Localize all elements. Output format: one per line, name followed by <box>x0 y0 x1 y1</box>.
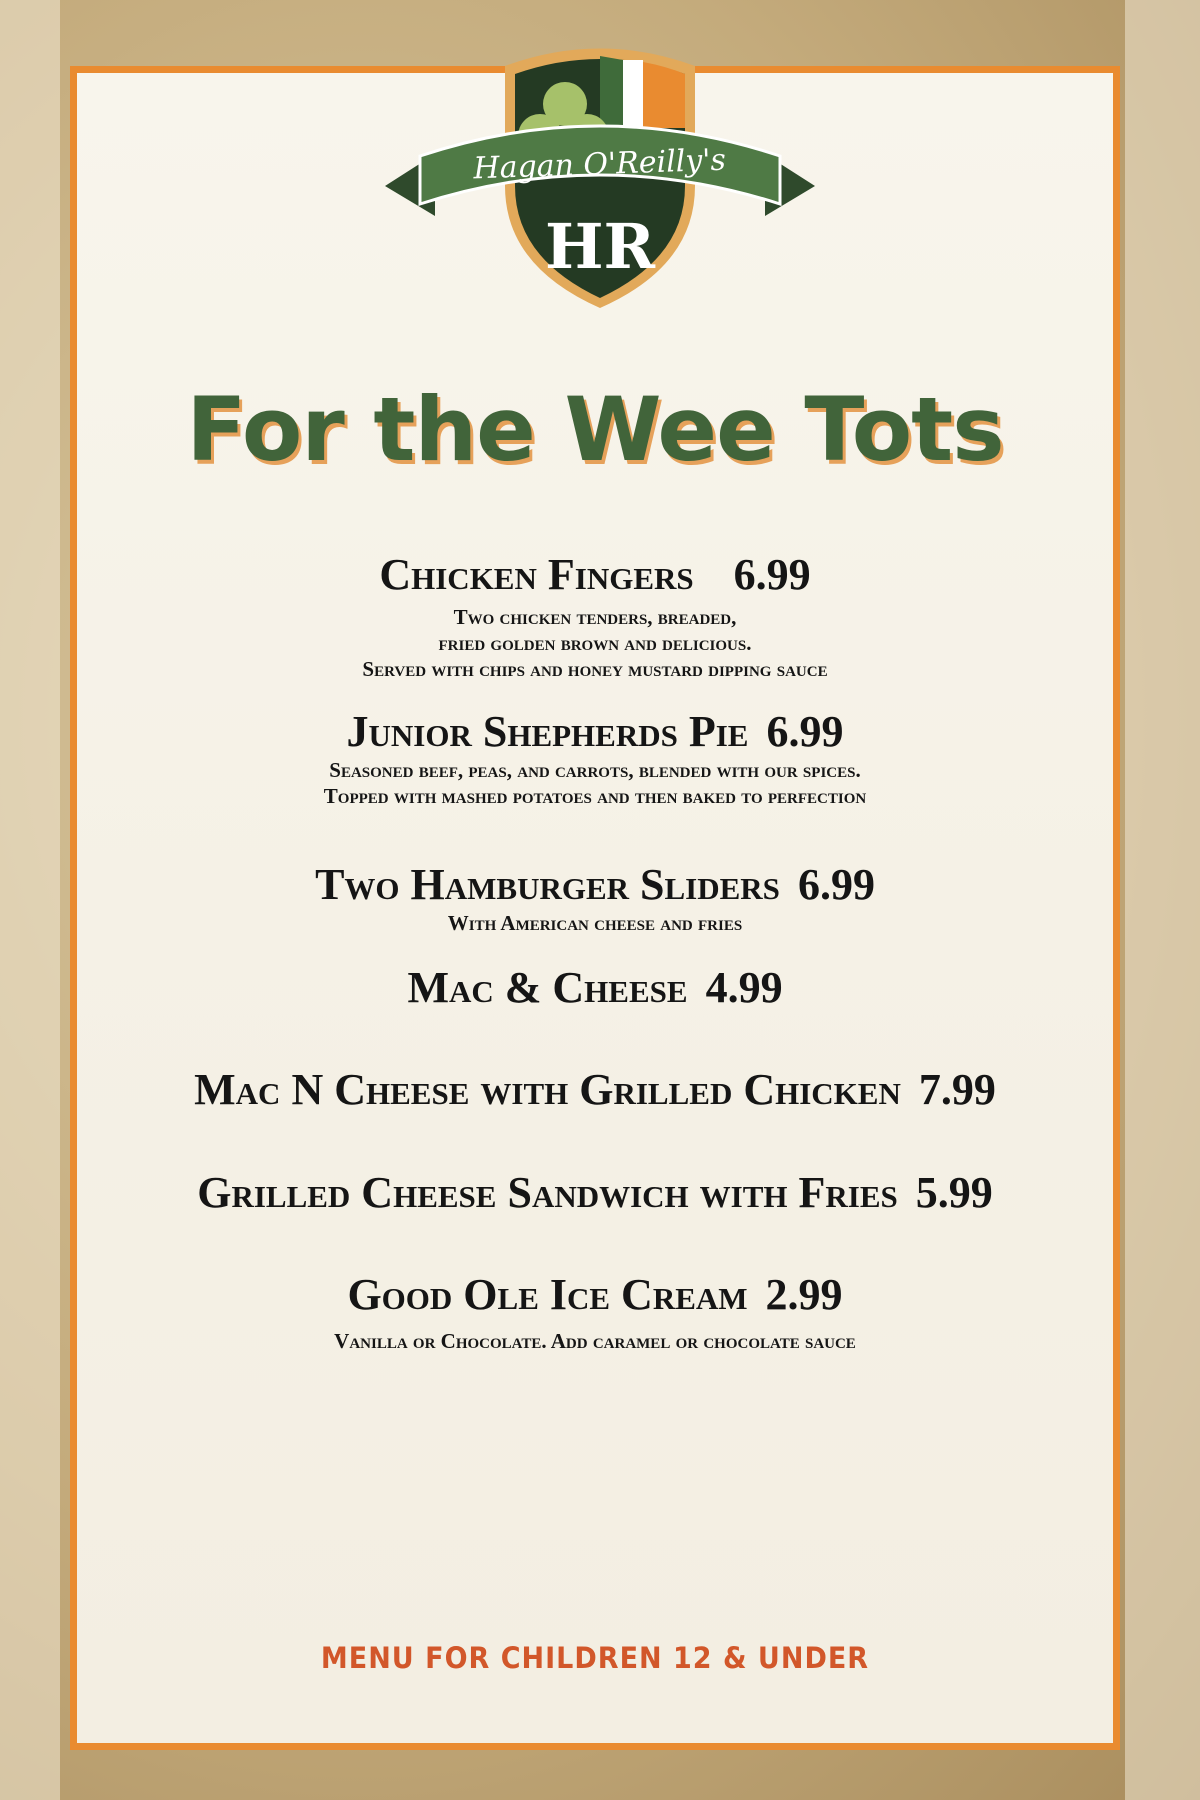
background-newspaper <box>0 0 60 1800</box>
menu-item-hamburger-sliders <box>70 860 1120 936</box>
logo-name: Hagan O'Reilly's <box>472 142 727 187</box>
menu-item-junior-shepherds-pie <box>70 707 1120 809</box>
menu-item-mac-n-cheese-grilled-chicken <box>70 1065 1120 1115</box>
item-description: With American cheese and fries <box>447 911 743 935</box>
item-price: 5.99 <box>915 1168 993 1217</box>
item-name: Good Ole Ice Cream <box>347 1270 748 1319</box>
item-price: 6.99 <box>766 707 844 756</box>
page-title: For the Wee Tots <box>186 378 1004 481</box>
menu-item-ice-cream <box>70 1270 1120 1354</box>
menu-item-grilled-cheese-sandwich <box>70 1168 1120 1218</box>
item-name: Mac & Cheese <box>407 963 688 1012</box>
background-newspaper <box>1125 0 1200 1800</box>
item-description: Topped with mashed potatoes and then baked to perfection <box>323 784 867 808</box>
item-description: Served with chips and honey mustard dipping sauce <box>362 657 828 681</box>
item-description: Two chicken tenders, breaded, <box>453 605 737 629</box>
menu-item-mac-and-cheese <box>70 963 1120 1013</box>
logo-monogram: HR <box>544 210 656 283</box>
restaurant-logo <box>375 36 825 316</box>
item-price: 6.99 <box>733 550 811 599</box>
menu-item-chicken-fingers <box>70 550 1120 682</box>
item-price: 4.99 <box>705 963 783 1012</box>
item-description: fried golden brown and delicious. <box>438 631 752 655</box>
item-name: Grilled Cheese Sandwich with Fries <box>197 1168 898 1217</box>
item-description: Vanilla or Chocolate. Add caramel or chocolate sauce <box>334 1329 856 1353</box>
item-description: Seasoned beef, peas, and carrots, blended with our spices. <box>329 758 861 782</box>
item-name: Chicken Fingers <box>379 550 694 599</box>
footer-note: MENU FOR CHILDREN 12 & UNDER <box>320 1641 870 1676</box>
item-name: Mac N Cheese with Grilled Chicken <box>194 1065 901 1114</box>
item-name: Junior Shepherds Pie <box>346 707 749 756</box>
item-name: Two Hamburger Sliders <box>315 860 780 909</box>
item-price: 7.99 <box>918 1065 996 1114</box>
item-price: 2.99 <box>765 1270 843 1319</box>
item-price: 6.99 <box>797 860 875 909</box>
